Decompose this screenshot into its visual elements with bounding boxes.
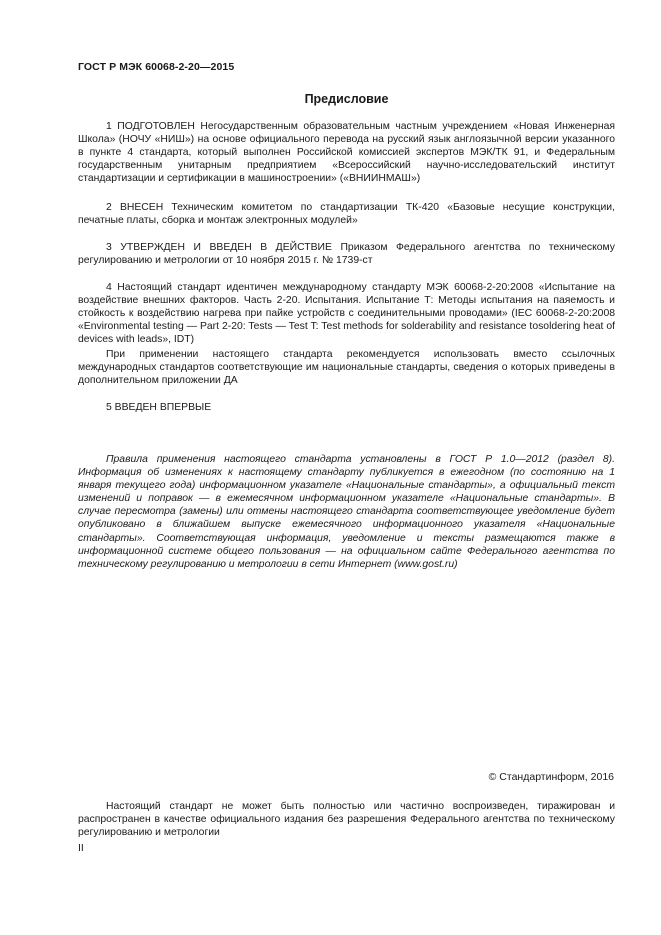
paragraph-reference-standards: При применении настоящего стандарта рекомендуется использовать вместо ссылочных международных стандартов соответствующие им национальные стандарты, сведения о которых приведены в дополнительном приложении ДА <box>78 349 615 387</box>
copyright: © Стандартинформ, 2016 <box>488 771 614 783</box>
paragraph-submitted-by: 2 ВНЕСЕН Техническим комитетом по стандартизации ТК-420 «Базовые несущие конструкции, печатные платы, сборка и монтаж электронных модулей» <box>78 202 615 227</box>
reproduction-notice: Настоящий стандарт не может быть полностью или частично воспроизведен, тиражирован и распространен в качестве официального издания без разрешения Федерального агентства по техническому регулированию и метрологии <box>78 801 615 839</box>
paragraph-identical-standard: 4 Настоящий стандарт идентичен международному стандарту МЭК 60068-2-20:2008 «Испытание на воздействие внешних факторов. Часть 2-20. Испытания. Испытание Т: Методы испытания на паяемость и стойкость к воздействию нагрева при пайке устройств с соединительными проводами» (IEC 60068-2-20:2008 «Environmental testing — Part 2-20: Tests — Test T: Test methods for solderability and resistance tosoldering heat of devices with leads», IDT) <box>78 282 615 346</box>
page-title: Предисловие <box>304 92 389 106</box>
page-number: II <box>78 842 84 854</box>
rules-notice: Правила применения настоящего стандарта установлены в ГОСТ Р 1.0—2012 (раздел 8). Информация об изменениях к настоящему стандарту публикуется в ежегодном (по состоянию на 1 января текущего года) информационном указателе «Национальные стандарты», а официальный текст изменений и поправок — в ежемесячном информационном указателе «Национальные стандарты». В случае пересмотра (замены) или отмены настоящего стандарта соответствующее уведомление будет опубликовано в ближайшем выпуске ежемесячного информационного указателя «Национальные стандарты». Соответствующая информация, уведомление и тексты размещаются также в информационной системе общего пользования — на официальном сайте Федерального агентства по техническому регулированию и метрологии в сети Интернет (www.gost.ru) <box>78 454 615 570</box>
document-code: ГОСТ Р МЭК 60068-2-20—2015 <box>78 61 235 73</box>
paragraph-introduced-first: 5 ВВЕДЕН ВПЕРВЫЕ <box>106 402 212 413</box>
paragraph-approved: 3 УТВЕРЖДЕН И ВВЕДЕН В ДЕЙСТВИЕ Приказом Федерального агентства по техническому регулированию и метрологии от 10 ноября 2015 г. № 1739-ст <box>78 242 615 267</box>
paragraph-prepared-by: 1 ПОДГОТОВЛЕН Негосударственным образовательным частным учреждением «Новая Инженерная Школа» (НОЧУ «НИШ») на основе официального перевода на русский язык англоязычной версии указанного в пункте 4 стандарта, который выполнен Российской комиссией экспертов МЭК/ТК 91, и Федеральным государственным унитарным предприятием «Всероссийский научно-исследовательский институт стандартизации и сертификации в машиностроении» («ВНИИНМАШ») <box>78 121 615 185</box>
